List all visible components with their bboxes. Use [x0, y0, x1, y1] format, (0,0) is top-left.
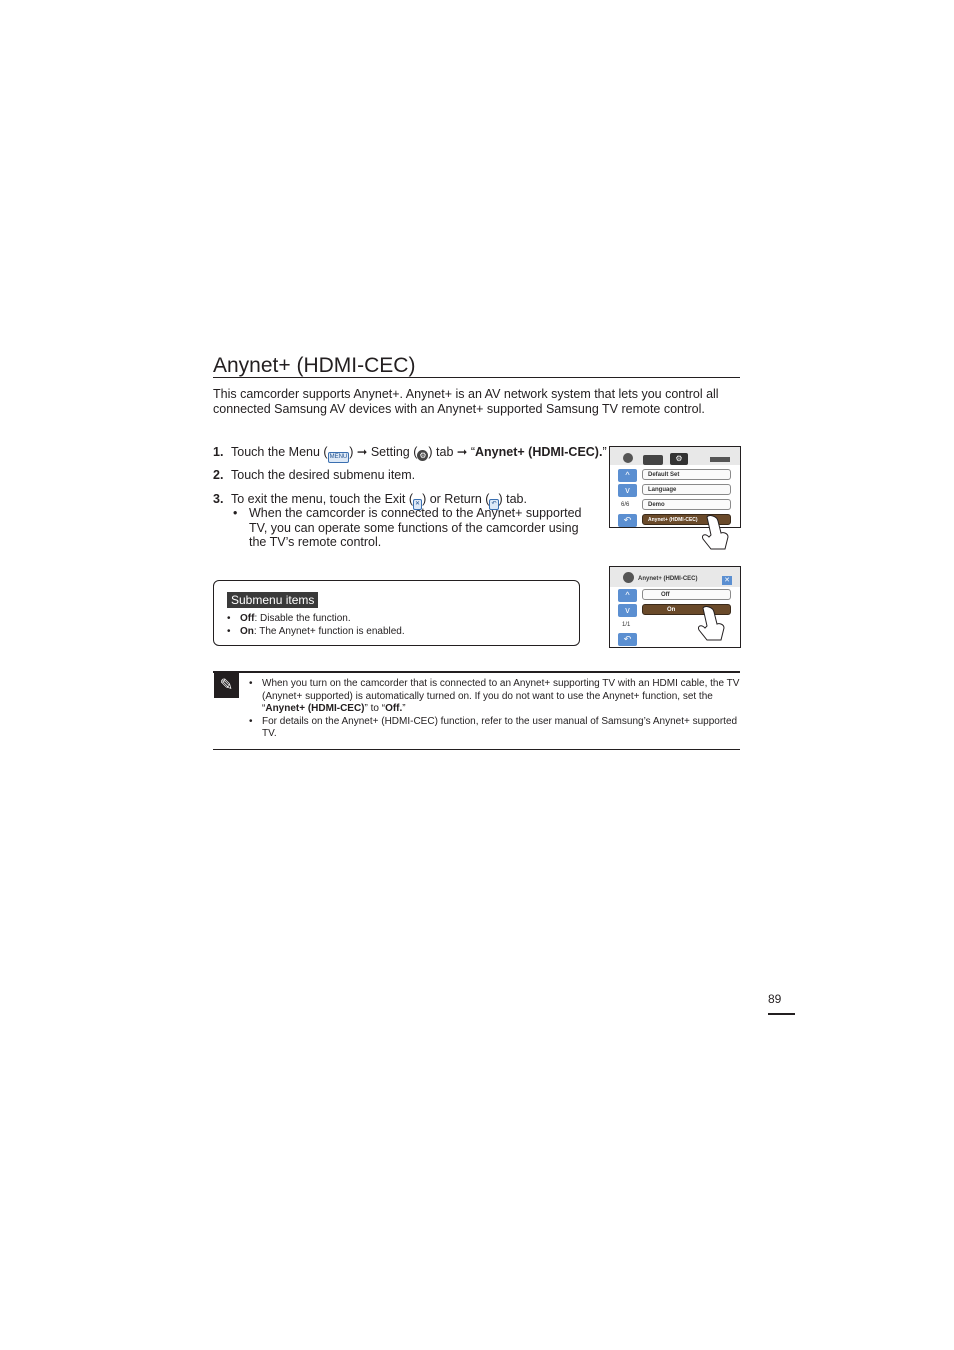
return-button[interactable]: ↶	[618, 633, 637, 646]
page-indicator: 6/6	[621, 502, 630, 508]
battery-icon	[710, 457, 730, 462]
submenu-item-on: • On: The Anynet+ function is enabled.	[227, 626, 405, 637]
menu-icon: MENU	[328, 452, 350, 463]
up-arrow-icon[interactable]: ^	[618, 469, 637, 482]
menu-row-anynet[interactable]: Anynet+ (HDMI-CEC)	[642, 514, 731, 525]
page-indicator: 1/1	[622, 622, 631, 628]
step-1: 1. Touch the Menu ( MENU ) ➞ Setting ( ⚙ ) tab ➞ “Anynet+ (HDMI-CEC).”	[213, 445, 608, 463]
page-number-rule	[768, 1013, 795, 1015]
down-arrow-icon[interactable]: v	[618, 484, 637, 497]
option-off[interactable]: Off	[642, 589, 731, 600]
title-rule	[213, 377, 740, 378]
menu-row-default-set[interactable]: Default Set	[642, 469, 731, 480]
step-2: 2. Touch the desired submenu item.	[213, 468, 416, 482]
submenu-item-off: • Off: Disable the function.	[227, 613, 351, 624]
tab-display[interactable]	[643, 455, 663, 465]
option-on[interactable]: On	[642, 604, 731, 615]
hand-icon	[697, 513, 731, 553]
screen-header: Anynet+ (HDMI-CEC)	[638, 576, 698, 582]
note-bottom-rule	[213, 749, 740, 750]
down-arrow-icon[interactable]: v	[618, 604, 637, 617]
menu-row-demo[interactable]: Demo	[642, 499, 731, 510]
return-icon: ↶	[489, 499, 498, 510]
up-arrow-icon[interactable]: ^	[618, 589, 637, 602]
note-icon: ✎	[214, 673, 239, 698]
step-3: 3. To exit the menu, touch the Exit ( ✕ ) or Return ( ↶ ) tab.	[213, 492, 527, 510]
return-button[interactable]: ↶	[618, 514, 637, 527]
tab-setting[interactable]: ⚙	[670, 453, 688, 465]
intro-paragraph: This camcorder supports Anynet+. Anynet+ is an AV network system that lets you control all connected Samsung AV devices with an Anynet+ supported Samsung TV remote control.	[213, 387, 719, 416]
note-bullet-1: • When you turn on the camcorder that is connected to an Anynet+ supporting TV with an HDMI cable, the TV (Anynet+ supported) is automatically turned on. If you do not want to use the Anynet+ function, set the “Anynet+ (HDMI-CEC)” to “Off.”	[247, 678, 742, 716]
gear-icon	[623, 572, 634, 583]
exit-icon: ✕	[413, 499, 422, 510]
gear-icon	[623, 453, 633, 463]
note-text	[247, 678, 742, 741]
hand-icon	[693, 604, 727, 644]
step-3-bullet: • When the camcorder is connected to the Anynet+ supported TV, you can operate some functions of the camcorder using the TV’s remote control.	[233, 506, 582, 549]
setting-icon: ⚙	[419, 451, 427, 460]
page-title: Anynet+ (HDMI-CEC)	[213, 354, 416, 377]
note-bullet-2: • For details on the Anynet+ (HDMI-CEC) function, refer to the user manual of Samsung’s Anynet+ supported TV.	[247, 716, 742, 741]
note-top-rule	[213, 671, 740, 673]
page-number: 89	[768, 992, 782, 1006]
submenu-heading: Submenu items	[227, 592, 318, 608]
menu-row-language[interactable]: Language	[642, 484, 731, 495]
exit-button[interactable]: ✕	[722, 576, 732, 585]
